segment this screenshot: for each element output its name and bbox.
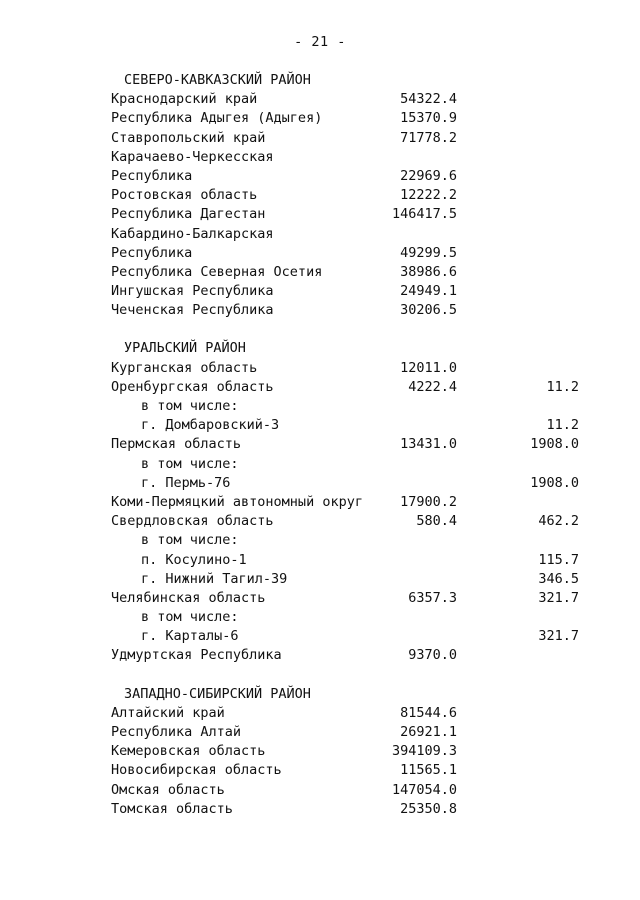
table-row (0, 186, 640, 205)
table-row (0, 301, 640, 320)
document-body (0, 71, 640, 838)
page-number: - 21 - (294, 34, 346, 50)
table-row (0, 723, 640, 742)
region-section (0, 339, 640, 665)
value-column-2: 115.7 (538, 551, 579, 568)
table-row (0, 397, 640, 416)
table-row (0, 129, 640, 148)
row-name: Республика (111, 167, 193, 184)
table-row (0, 589, 640, 608)
including-label: в том числе: (141, 398, 239, 414)
value-column-1: 13431.0 (400, 436, 457, 453)
row-name: Новосибирская область (111, 762, 282, 779)
value-column-1: 17900.2 (400, 493, 457, 510)
row-name: Ростовская область (111, 187, 258, 204)
row-name: Республика Северная Осетия (111, 263, 323, 280)
value-column-1: 30206.5 (400, 302, 457, 319)
region-heading-row (0, 685, 640, 704)
row-name: Чеченская Республика (111, 302, 274, 319)
row-name: г. Карталы-6 (141, 628, 239, 645)
value-column-1: 6357.3 (408, 589, 457, 606)
row-name: Свердловская область (111, 513, 274, 530)
table-row (0, 512, 640, 531)
table-row (0, 109, 640, 128)
row-name: Курганская область (111, 359, 258, 376)
table-row (0, 263, 640, 282)
row-name: Республика Алтай (111, 724, 242, 740)
region-heading-row (0, 71, 640, 90)
row-name: Ингушская Республика (111, 283, 274, 300)
value-column-2: 321.7 (538, 628, 579, 645)
table-row (0, 704, 640, 723)
value-column-1: 12222.2 (400, 187, 457, 204)
value-column-1: 146417.5 (391, 206, 457, 223)
row-name: Карачаево-Черкесская (111, 148, 274, 165)
table-row (0, 531, 640, 550)
row-name: г. Пермь-76 (141, 474, 231, 491)
row-name: Кабардино-Балкарская (111, 225, 274, 242)
table-row (0, 148, 640, 167)
including-label: в том числе: (141, 609, 239, 626)
region-heading: ЗАПАДНО-СИБИРСКИЙ РАЙОН (124, 685, 311, 702)
region-heading: СЕВЕРО-КАВКАЗСКИЙ РАЙОН (124, 72, 311, 88)
table-row (0, 90, 640, 109)
table-row (0, 455, 640, 474)
table-row (0, 244, 640, 263)
value-column-2: 1908.0 (530, 436, 579, 453)
row-name: Удмуртская Республика (111, 647, 282, 664)
table-row (0, 282, 640, 301)
value-column-1: 22969.6 (400, 167, 457, 184)
table-row (0, 435, 640, 454)
table-row (0, 359, 640, 378)
table-row (0, 416, 640, 435)
value-column-1: 49299.5 (400, 244, 457, 261)
table-row (0, 551, 640, 570)
table-row (0, 225, 640, 244)
region-heading-row (0, 339, 640, 358)
value-column-2: 11.2 (546, 378, 579, 395)
row-name: Алтайский край (111, 704, 225, 721)
row-name: Республика Дагестан (111, 206, 266, 223)
table-row (0, 742, 640, 761)
region-section (0, 685, 640, 819)
region-heading: УРАЛЬСКИЙ РАЙОН (124, 340, 246, 357)
row-name: г. Домбаровский-3 (141, 417, 280, 434)
row-name: Омская область (111, 781, 225, 798)
value-column-1: 9370.0 (408, 647, 457, 664)
value-column-1: 38986.6 (400, 263, 457, 280)
row-name: п. Косулино-1 (141, 551, 247, 568)
table-row (0, 646, 640, 665)
value-column-1: 54322.4 (400, 91, 457, 108)
table-row (0, 474, 640, 493)
region-section (0, 71, 640, 320)
value-column-1: 25350.8 (400, 800, 457, 817)
value-column-1: 26921.1 (400, 724, 457, 740)
table-row (0, 570, 640, 589)
row-name: Кемеровская область (111, 743, 266, 760)
value-column-1: 11565.1 (400, 762, 457, 779)
value-column-2: 346.5 (538, 570, 579, 587)
row-name: Краснодарский край (111, 91, 258, 108)
table-row (0, 781, 640, 800)
value-column-2: 321.7 (538, 589, 579, 606)
value-column-2: 1908.0 (530, 474, 579, 491)
table-row (0, 167, 640, 186)
table-row (0, 205, 640, 224)
row-name: Пермская область (111, 436, 242, 453)
including-label: в том числе: (141, 455, 239, 472)
row-name: г. Нижний Тагил-39 (141, 570, 288, 587)
table-row (0, 378, 640, 397)
value-column-1: 4222.4 (408, 378, 457, 395)
value-column-1: 71778.2 (400, 129, 457, 146)
value-column-1: 580.4 (416, 513, 457, 530)
table-row (0, 608, 640, 627)
row-name: Коми-Пермяцкий автономный округ (111, 493, 363, 510)
value-column-1: 12011.0 (400, 359, 457, 376)
table-row (0, 493, 640, 512)
row-name: Челябинская область (111, 589, 266, 606)
row-name: Оренбургская область (111, 378, 274, 395)
table-row (0, 627, 640, 646)
value-column-2: 462.2 (538, 513, 579, 530)
value-column-1: 24949.1 (400, 283, 457, 300)
value-column-1: 394109.3 (391, 743, 457, 760)
row-name: Республика Адыгея (Адыгея) (111, 110, 323, 127)
table-row (0, 800, 640, 819)
value-column-2: 11.2 (546, 417, 579, 434)
table-row (0, 761, 640, 780)
value-column-1: 147054.0 (391, 781, 457, 798)
value-column-1: 81544.6 (400, 704, 457, 721)
row-name: Республика (111, 244, 193, 261)
including-label: в том числе: (141, 532, 239, 549)
value-column-1: 15370.9 (400, 110, 457, 127)
row-name: Ставропольский край (111, 129, 266, 146)
row-name: Томская область (111, 800, 233, 817)
